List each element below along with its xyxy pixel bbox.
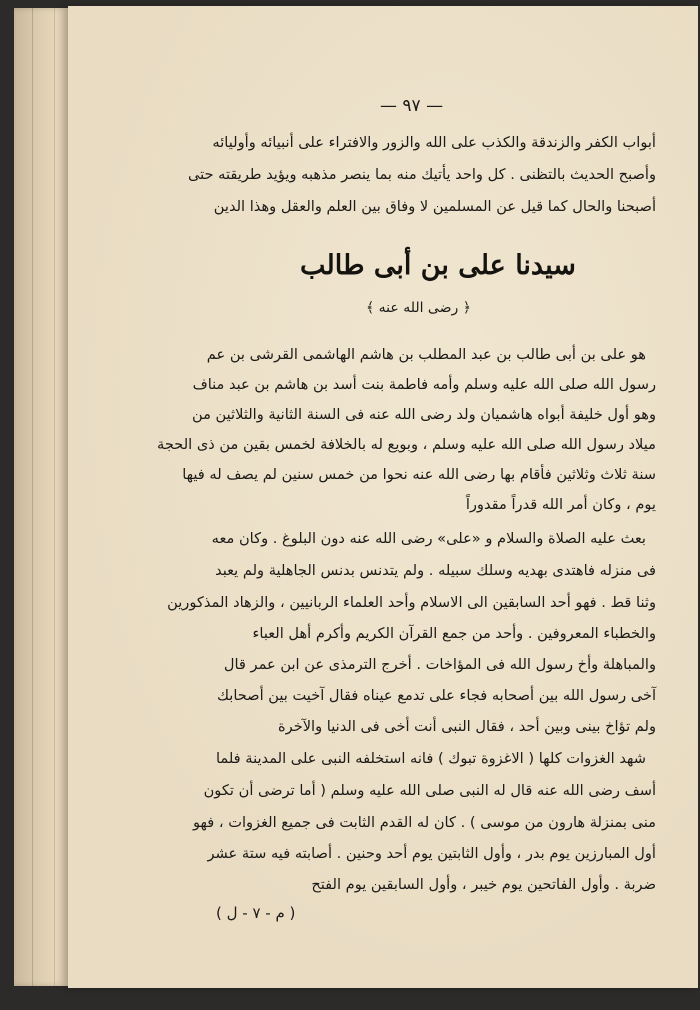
text-line: أول المبارزين يوم بدر ، وأول الثابتين يوم أحد وحنين . أصابته فيه ستة عشر	[207, 845, 656, 862]
text-line: والخطباء المعروفين . وأحد من جمع القرآن الكريم وأكرم أهل العباء	[252, 625, 656, 642]
text-line: منى بمنزلة هارون من موسى ) . كان له القدم الثابت فى جميع الغزوات ، فهو	[192, 814, 656, 831]
text-line: أبواب الكفر والزندقة والكذب على الله والزور والافتراء على أنبيائه وأوليائه	[212, 134, 656, 151]
text-line: رسول الله صلى الله عليه وسلم وأمه فاطمة بنت أسد بن هاشم بن عبد مناف	[192, 376, 656, 393]
text-line: ميلاد رسول الله صلى الله عليه وسلم ، وبويع له بالخلافة لخمس بقين من ذى الحجة	[157, 436, 656, 453]
text-line: أسف رضى الله عنه قال له النبى صلى الله عليه وسلم ( أما ترضى أن تكون	[203, 782, 656, 799]
text-line: والمباهلة وأخ رسول الله فى المؤاخات . أخرج الترمذى عن ابن عمر قال	[223, 656, 656, 673]
section-heading: سيدنا على بن أبى طالب	[300, 250, 576, 281]
text-line: يوم ، وكان أمر الله قدراً مقدوراً	[465, 496, 656, 513]
text-line: فى منزله فاهتدى بهديه وسلك سبيله . ولم يتدنس بدنس الجاهلية ولم يعبد	[215, 562, 656, 579]
section-subheading: ﴿ رضى الله عنه ﴾	[366, 300, 471, 316]
text-line: وثنا قط . فهو أحد السابقين الى الاسلام وأحد العلماء الربانيين ، والزهاد المذكورين	[167, 594, 656, 611]
text-line: سنة ثلاث وثلاثين فأقام بها رضى الله عنه نحوا من خمس سنين لم يصف له فيها	[182, 466, 656, 483]
text-line: وهو أول خليفة أبواه هاشميان ولد رضى الله عنه فى السنة الثانية والثلاثين من	[191, 406, 656, 423]
text-line: وأصبح الحديث بالتظنى . كل واحد يأتيك منه بما ينصر مذهبه ويؤيد طريقته حتى	[187, 166, 656, 183]
text-line: ضربة . وأول الفاتحين يوم خيبر ، وأول السابقين يوم الفتح	[311, 876, 656, 893]
text-line: بعث عليه الصلاة والسلام و «على» رضى الله عنه دون البلوغ . وكان معه	[211, 530, 646, 547]
text-line: هو على بن أبى طالب بن عبد المطلب بن هاشم الهاشمى القرشى بن عم	[206, 346, 646, 363]
text-line: شهد الغزوات كلها ( الاغزوة تبوك ) فانه استخلفه النبى على المدينة فلما	[215, 750, 646, 767]
text-line: أصبحنا والحال كما قيل عن المسلمين لا وفاق بين العلم والعقل وهذا الدين	[213, 198, 656, 215]
signature-mark: ( م - ٧ - ل )	[216, 904, 296, 922]
text-line: ولم تؤاخ بينى وبين أحد ، فقال النبى أنت أخى فى الدنيا والآخرة	[278, 718, 656, 735]
page-number: — ٩٧ —	[380, 96, 444, 116]
text-line: آخى رسول الله بين أصحابه فجاء على تدمع عيناه فقال آخيت بين أصحابك	[216, 687, 656, 704]
